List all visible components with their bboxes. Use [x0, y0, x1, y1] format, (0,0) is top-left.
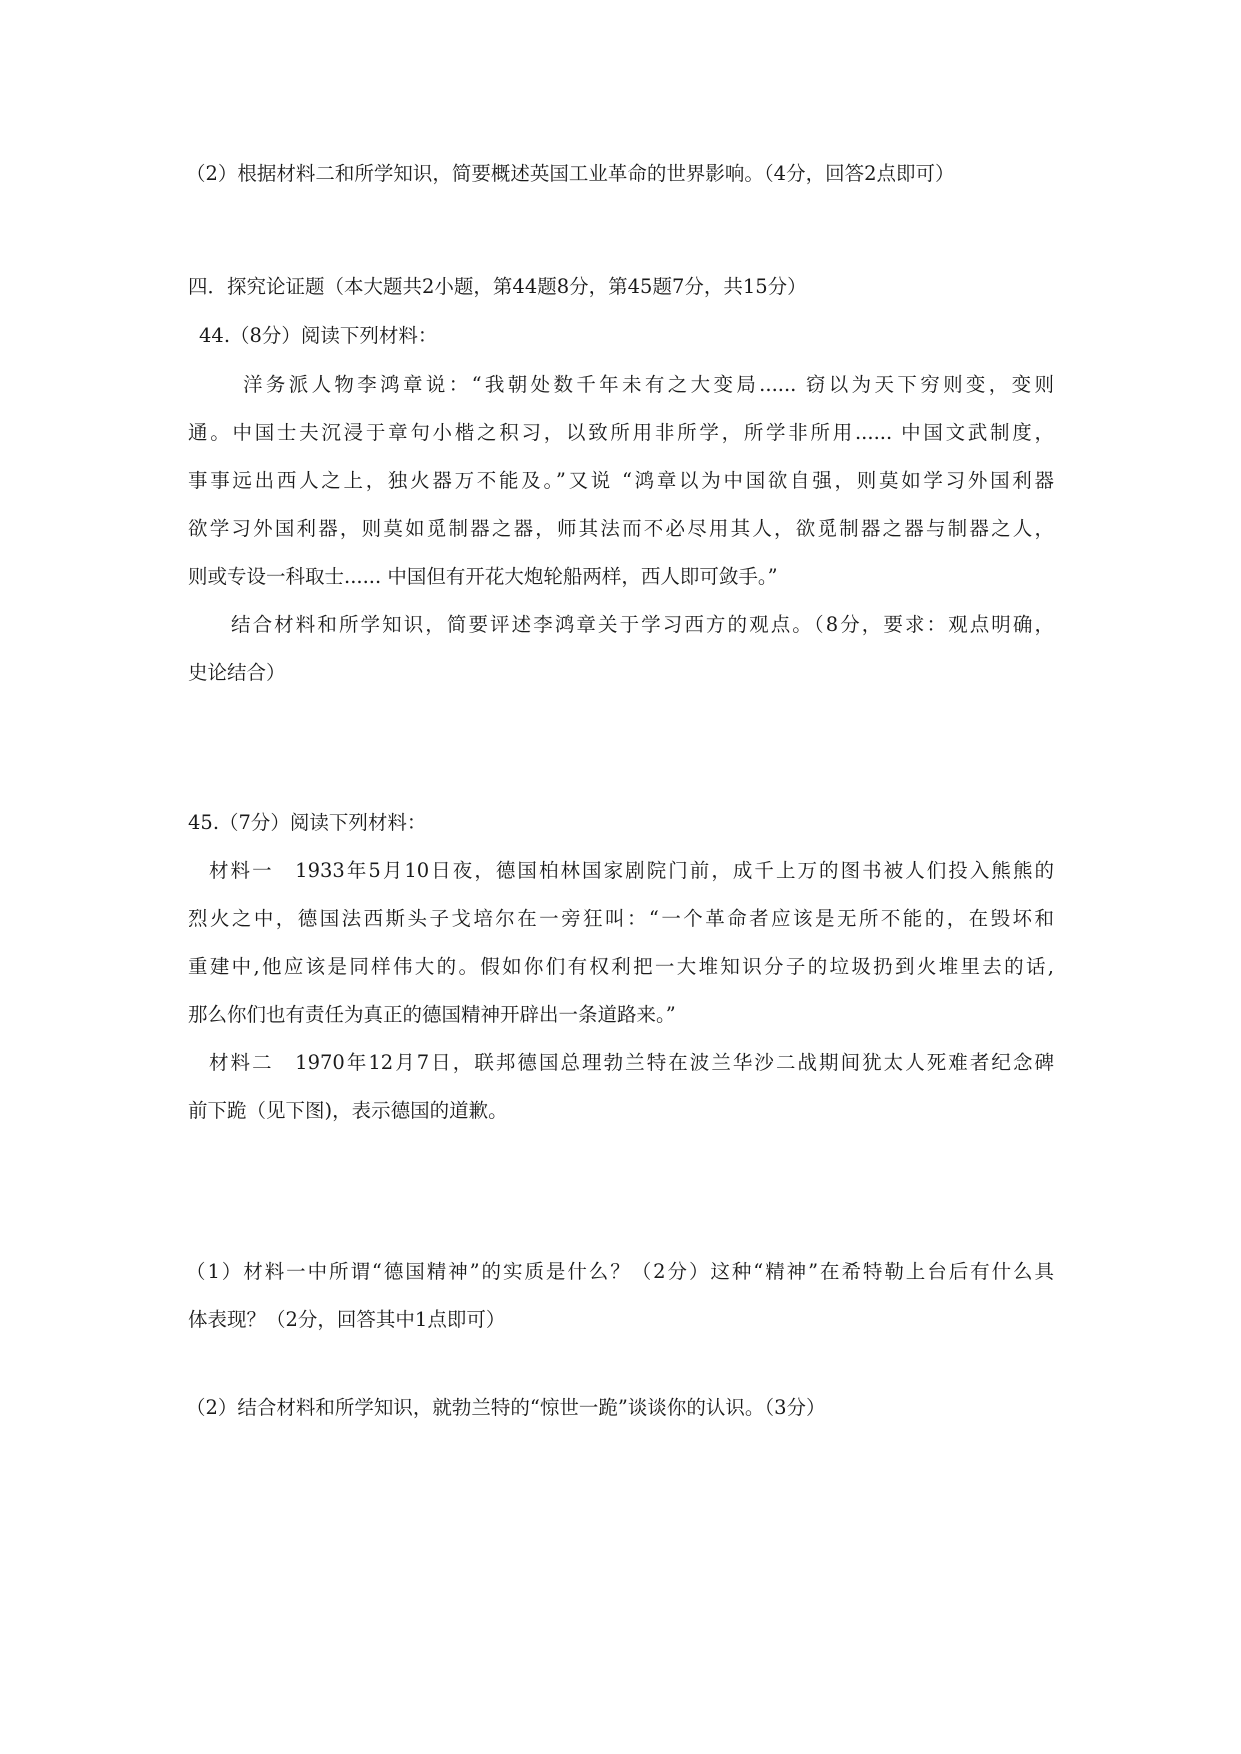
q44-material-line: 洋务派人物李鸿章说：“我朝处数千年未有之大变局...... 窃以为天下穷则变，变则: [243, 373, 1054, 396]
q45-material1-line: 材料一 1933年5月10日夜，德国柏林国家剧院门前，成千上万的图书被人们投入熊熊的: [209, 859, 1054, 882]
q44-question-line: 史论结合）: [188, 661, 286, 684]
q45-part1-line: （1）材料一中所谓“德国精神”的实质是什么？（2分）这种“精神”在希特勒上台后有什么具: [186, 1260, 1054, 1283]
q43-part2-question: （2）根据材料二和所学知识，简要概述英国工业革命的世界影响。（4分，回答2点即可）: [186, 162, 955, 185]
q45-header: 45.（7分）阅读下列材料：: [188, 811, 427, 834]
q45-part1-line: 体表现？（2分，回答其中1点即可）: [188, 1308, 506, 1331]
q44-material-line: 欲学习外国利器，则莫如觅制器之器，师其法而不必尽用其人，欲觅制器之器与制器之人，: [188, 517, 1054, 540]
q45-material1-line: 那么你们也有责任为真正的德国精神开辟出一条道路来。”: [188, 1003, 676, 1026]
q44-header: 44.（8分）阅读下列材料：: [199, 324, 438, 347]
q44-material-line: 事事远出西人之上，独火器万不能及。”又说 “鸿章以为中国欲自强，则莫如学习外国利器: [188, 469, 1054, 492]
q44-question-line: 结合材料和所学知识，简要评述李鸿章关于学习西方的观点。（8分，要求：观点明确，: [231, 613, 1054, 636]
q44-material-line: 通。中国士夫沉浸于章句小楷之积习，以致所用非所学，所学非所用...... 中国文武制度，: [188, 421, 1054, 444]
q45-material1-line: 烈火之中，德国法西斯头子戈培尔在一旁狂叫：“一个革命者应该是无所不能的，在毁坏和: [188, 907, 1054, 930]
section4-title: 四．探究论证题（本大题共2小题，第44题8分，第45题7分，共15分）: [188, 275, 807, 298]
q45-material2-line: 材料二 1970年12月7日，联邦德国总理勃兰特在波兰华沙二战期间犹太人死难者纪念碑: [209, 1051, 1054, 1074]
q44-material-line: 则或专设一科取士...... 中国但有开花大炮轮船两样，西人即可敛手。”: [188, 565, 778, 588]
q45-material1-line: 重建中,他应该是同样伟大的。假如你们有权利把一大堆知识分子的垃圾扔到火堆里去的话,: [188, 955, 1054, 978]
q45-part2-question: （2）结合材料和所学知识，就勃兰特的“惊世一跪”谈谈你的认识。（3分）: [186, 1396, 826, 1419]
q45-material2-line: 前下跪（见下图)，表示德国的道歉。: [188, 1099, 508, 1122]
